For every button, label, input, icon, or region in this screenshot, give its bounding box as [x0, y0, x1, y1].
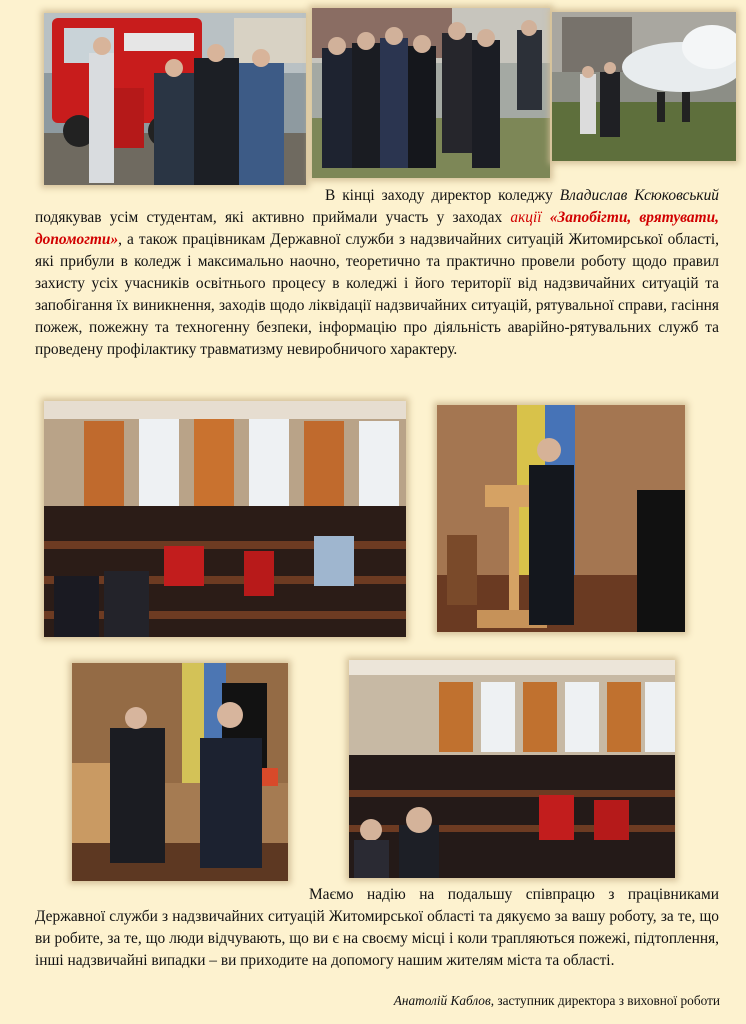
action-word: акції	[510, 209, 542, 226]
action-name: «Запобігти, врятувати, допомогти»	[35, 209, 719, 248]
two-speakers-photo	[72, 663, 288, 881]
assembly-hall-photo-2	[349, 660, 675, 878]
assembly-hall-photo-1	[44, 401, 406, 637]
director-name: Владислав Ксюковський	[559, 187, 719, 204]
paragraph-lead: В кінці заходу директор коледжу	[325, 187, 560, 204]
signature	[394, 993, 720, 1009]
paragraph-rest: , а також працівникам Державної служби з надзвичайних ситуацій Житомирської області, які прибули в коледж і максимально наочно, теоретично та практично провели роботу щодо правил захисту усіх учасників освітнього процесу в коледжі і його території від надзвичайних ситуацій та запобігання їх виникнення, заходів щодо ліквідації надзвичайних ситуацій, рятувальної справи, гасіння пожеж, пожежну та техногенну безпеки, інформацію про діяльність аварійно-рятувальних служб та проведену профілактику травматизму невиробничого характеру.	[35, 231, 719, 358]
closing-text: Маємо надію на подальшу співпрацю з працівниками Державної служби з надзвичайних ситуацій Житомирської області та дякуємо за вашу роботу, за те, що ви робите, за те, що люди відчувають, що ви є на своєму місці і коли трапляються пожежі, підтоплення, інші надзвичайні випадки – ви приходите на допомогу нашим жителям міста та області.	[35, 886, 719, 969]
closing-paragraph	[35, 884, 719, 972]
students-outdoor-photo	[312, 8, 550, 178]
main-paragraph	[35, 185, 719, 361]
signature-name: Анатолій Каблов	[393, 993, 491, 1008]
signature-position: , заступник директора з виховної роботи	[490, 993, 720, 1008]
paragraph-mid: подякував усім студентам, які активно приймали участь у заходах	[35, 209, 511, 226]
speaker-podium-photo	[437, 405, 685, 632]
extinguisher-demo-photo	[552, 12, 736, 161]
fire-truck-photo	[44, 13, 306, 185]
